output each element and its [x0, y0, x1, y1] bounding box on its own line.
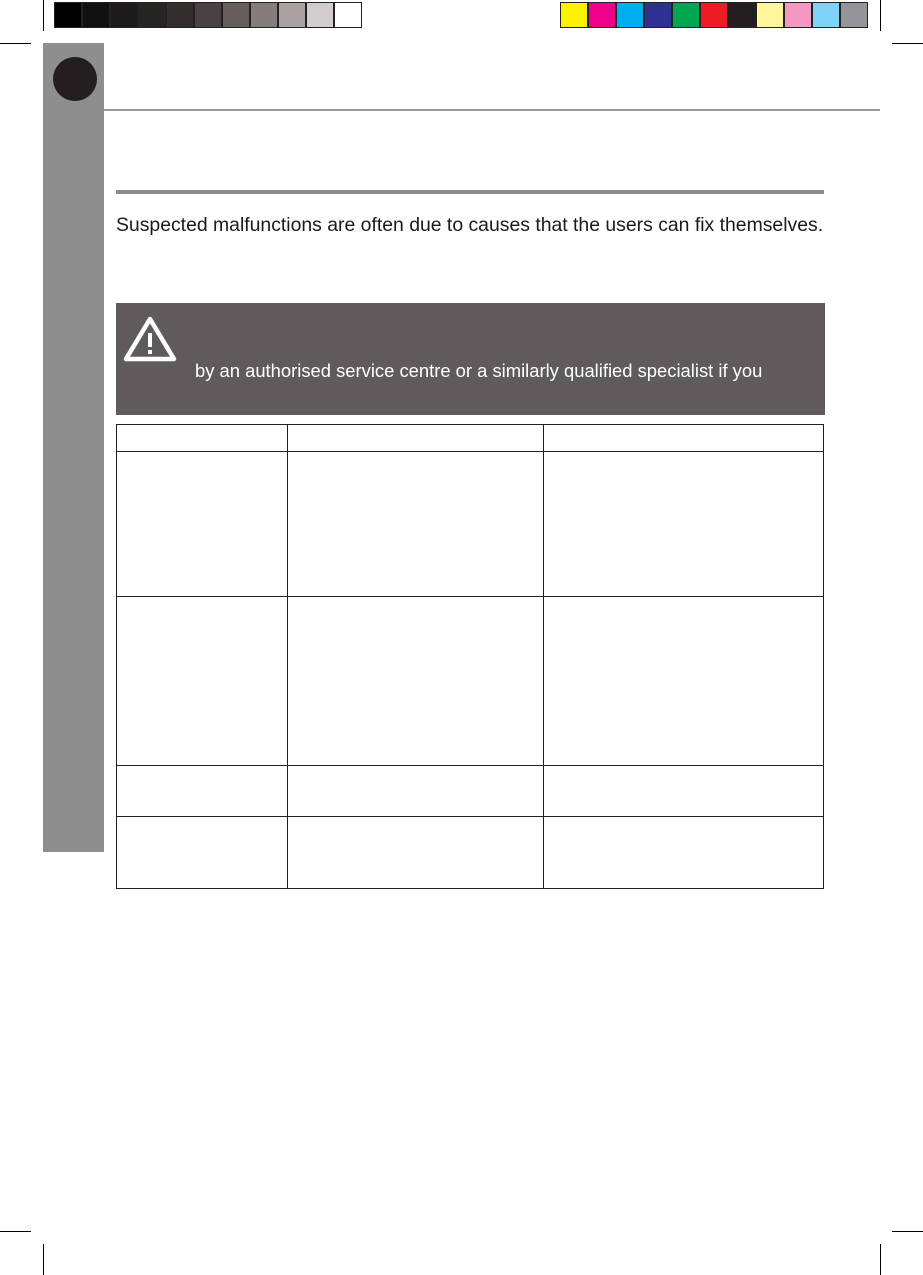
calibration-swatch [82, 2, 110, 28]
troubleshooting-table [116, 424, 824, 889]
table-cell [287, 816, 543, 888]
table-cell [543, 451, 825, 596]
table-cell [117, 596, 287, 765]
crop-mark [892, 43, 923, 44]
table-cell [117, 816, 287, 888]
calibration-swatch [840, 2, 868, 28]
calibration-swatch [110, 2, 138, 28]
table-cell [287, 596, 543, 765]
calibration-swatch [54, 2, 82, 28]
intro-paragraph: Suspected malfunctions are often due to causes that the users can fix themselves. [116, 214, 824, 236]
calibration-swatch [700, 2, 728, 28]
table-cell [543, 596, 825, 765]
crop-mark [43, 1244, 44, 1275]
section-divider [116, 190, 824, 194]
table-cell [287, 451, 543, 596]
calibration-swatch [672, 2, 700, 28]
table-cell [117, 451, 287, 596]
table-cell [543, 816, 825, 888]
table-header-cell [287, 425, 543, 451]
crop-mark [892, 1231, 923, 1232]
calibration-swatch [728, 2, 756, 28]
crop-mark [0, 43, 31, 44]
calibration-swatch [306, 2, 334, 28]
calibration-swatch [616, 2, 644, 28]
calibration-swatch [334, 2, 362, 28]
table-cell [117, 765, 287, 816]
warning-text: by an authorised service centre or a similarly qualified specialist if you [195, 360, 763, 381]
calibration-swatch [278, 2, 306, 28]
calibration-swatch [222, 2, 250, 28]
warning-box [116, 303, 825, 415]
chapter-marker-dot [53, 57, 97, 101]
crop-mark [43, 0, 44, 31]
calibration-swatch [644, 2, 672, 28]
table-cell [543, 765, 825, 816]
calibration-swatch [250, 2, 278, 28]
table-header-cell [117, 425, 287, 451]
calibration-swatch [588, 2, 616, 28]
calibration-swatch [756, 2, 784, 28]
header-rule [104, 109, 880, 111]
crop-mark [880, 1244, 881, 1275]
calibration-swatch [784, 2, 812, 28]
table-cell [287, 765, 543, 816]
calibration-swatch [194, 2, 222, 28]
warning-triangle-icon [123, 315, 177, 363]
crop-mark [0, 1231, 31, 1232]
calibration-swatch [812, 2, 840, 28]
table-header-cell [543, 425, 825, 451]
crop-mark [880, 0, 881, 31]
calibration-swatch [166, 2, 194, 28]
side-chapter-tab [43, 43, 104, 852]
calibration-swatch [560, 2, 588, 28]
calibration-swatch [138, 2, 166, 28]
